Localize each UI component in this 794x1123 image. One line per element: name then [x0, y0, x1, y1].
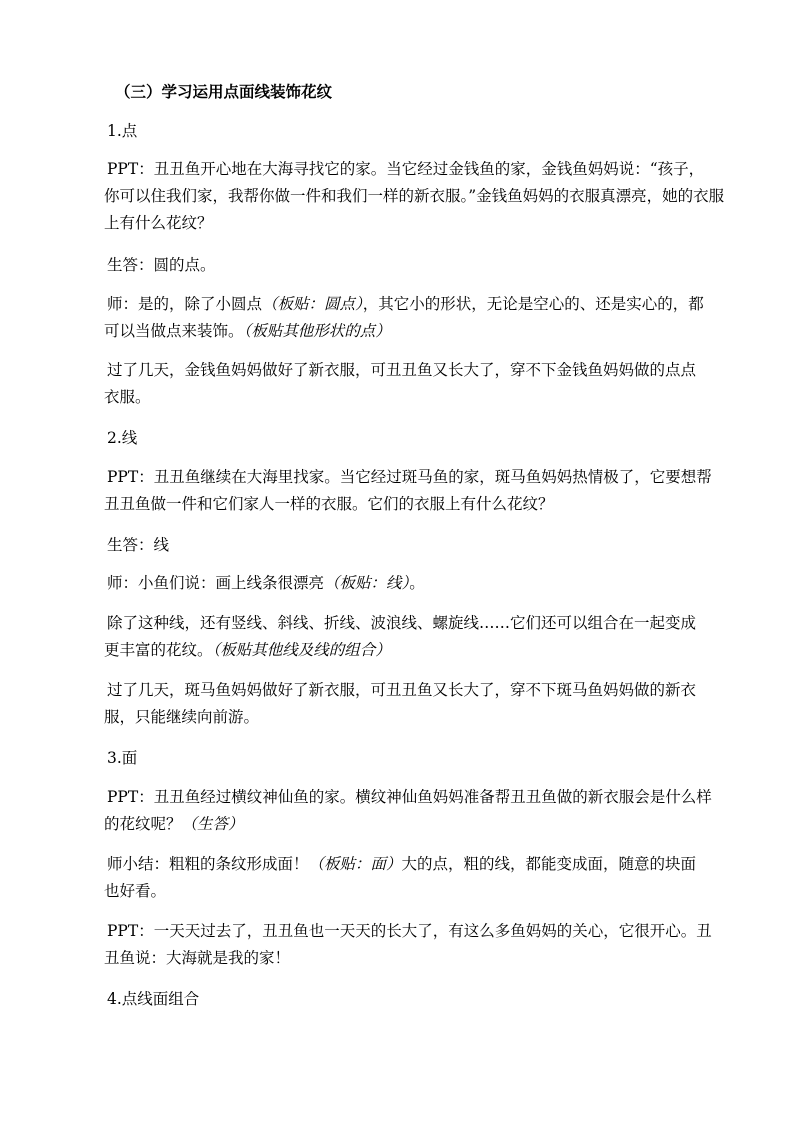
board-note: （板贴：面）: [308, 855, 402, 873]
board-note: （生答）: [181, 815, 244, 833]
paragraph-dot-ppt: [104, 156, 725, 237]
text-run: ，其它小的形状，无论是空心的、还是实心的，都: [362, 295, 704, 313]
paragraph-line-teacher: [107, 570, 719, 597]
paragraph-dot-teacher: [104, 291, 719, 345]
paragraph-line-later: [104, 677, 719, 731]
text-line: [107, 291, 719, 318]
text-line: 也好看。: [104, 882, 167, 900]
text-line: [107, 851, 719, 878]
text-line: 上有什么花纹？: [104, 214, 213, 232]
heading-surface: 3.面: [107, 749, 138, 767]
paragraph-surface-ppt: [104, 784, 719, 838]
board-note: （板贴其他形状的点）: [243, 322, 391, 340]
text-run: 更丰富的花纹。: [104, 641, 213, 659]
paragraph-line-ppt: [104, 464, 719, 518]
text-line: 衣服。: [104, 388, 151, 406]
paragraph-dot-answer: 生答：圆的点。: [107, 256, 216, 274]
text-line: 过了几天，斑马鱼妈妈做好了新衣服，可丑丑鱼又长大了，穿不下斑马鱼妈妈做的新衣: [107, 681, 697, 699]
section-title: （三）学习运用点面线装饰花纹: [115, 82, 333, 101]
paragraph-surface-end: [104, 918, 719, 972]
text-line: 你可以住我们家，我帮你做一件和我们一样的新衣服。”金钱鱼妈妈的衣服真漂亮，她的衣服: [104, 187, 725, 205]
text-run: 师：是的，除了小圆点: [107, 295, 263, 313]
text-line: PPT：丑丑鱼经过横纹神仙鱼的家。横纹神仙鱼妈妈准备帮丑丑鱼做的新衣服会是什么样: [107, 788, 712, 806]
heading-dot: 1.点: [107, 122, 138, 140]
text-line: 丑鱼说：大海就是我的家！: [104, 949, 291, 967]
board-note: （板贴：线）: [324, 574, 410, 592]
text-line: [104, 811, 719, 838]
text-line: PPT：丑丑鱼开心地在大海寻找它的家。当它经过金钱鱼的家，金钱鱼妈妈说：“孩子，: [107, 160, 705, 178]
text-line: 服，只能继续向前游。: [104, 708, 260, 726]
text-run: 的花纹呢？: [104, 815, 182, 833]
text-line: 丑丑鱼做一件和它们家人一样的衣服。它们的衣服上有什么花纹？: [104, 495, 554, 513]
text-line: 过了几天，金钱鱼妈妈做好了新衣服，可丑丑鱼又长大了，穿不下金钱鱼妈妈做的点点: [107, 361, 697, 379]
text-run: 。: [409, 574, 425, 592]
text-line: [107, 570, 719, 597]
heading-combination: 4.点线面组合: [107, 990, 200, 1008]
text-line: PPT：一天天过去了，丑丑鱼也一天天的长大了，有这么多鱼妈妈的关心，它很开心。丑: [107, 922, 712, 940]
text-run: 师小结：粗粗的条纹形成面！: [107, 855, 309, 873]
heading-line: 2.线: [107, 429, 138, 447]
text-line: [104, 318, 719, 345]
text-line: PPT：丑丑鱼继续在大海里找家。当它经过斑马鱼的家，斑马鱼妈妈热情极了，它要想帮: [107, 468, 712, 486]
board-note: （板贴其他线及线的组合）: [212, 641, 391, 659]
text-line: 除了这种线，还有竖线、斜线、折线、波浪线、螺旋线……它们还可以组合在一起变成: [107, 614, 697, 632]
text-run: 大的点，粗的线，都能变成面，随意的块面: [401, 855, 697, 873]
text-line: [104, 637, 719, 664]
board-note: （板贴：圆点）: [262, 295, 363, 313]
text-run: 可以当做点来装饰。: [104, 322, 244, 340]
paragraph-line-answer: 生答：线: [107, 536, 170, 554]
text-run: 师：小鱼们说：画上线条很漂亮: [107, 574, 325, 592]
paragraph-dot-later: [104, 357, 719, 411]
paragraph-surface-summary: [104, 851, 719, 905]
paragraph-line-types: [104, 610, 719, 664]
